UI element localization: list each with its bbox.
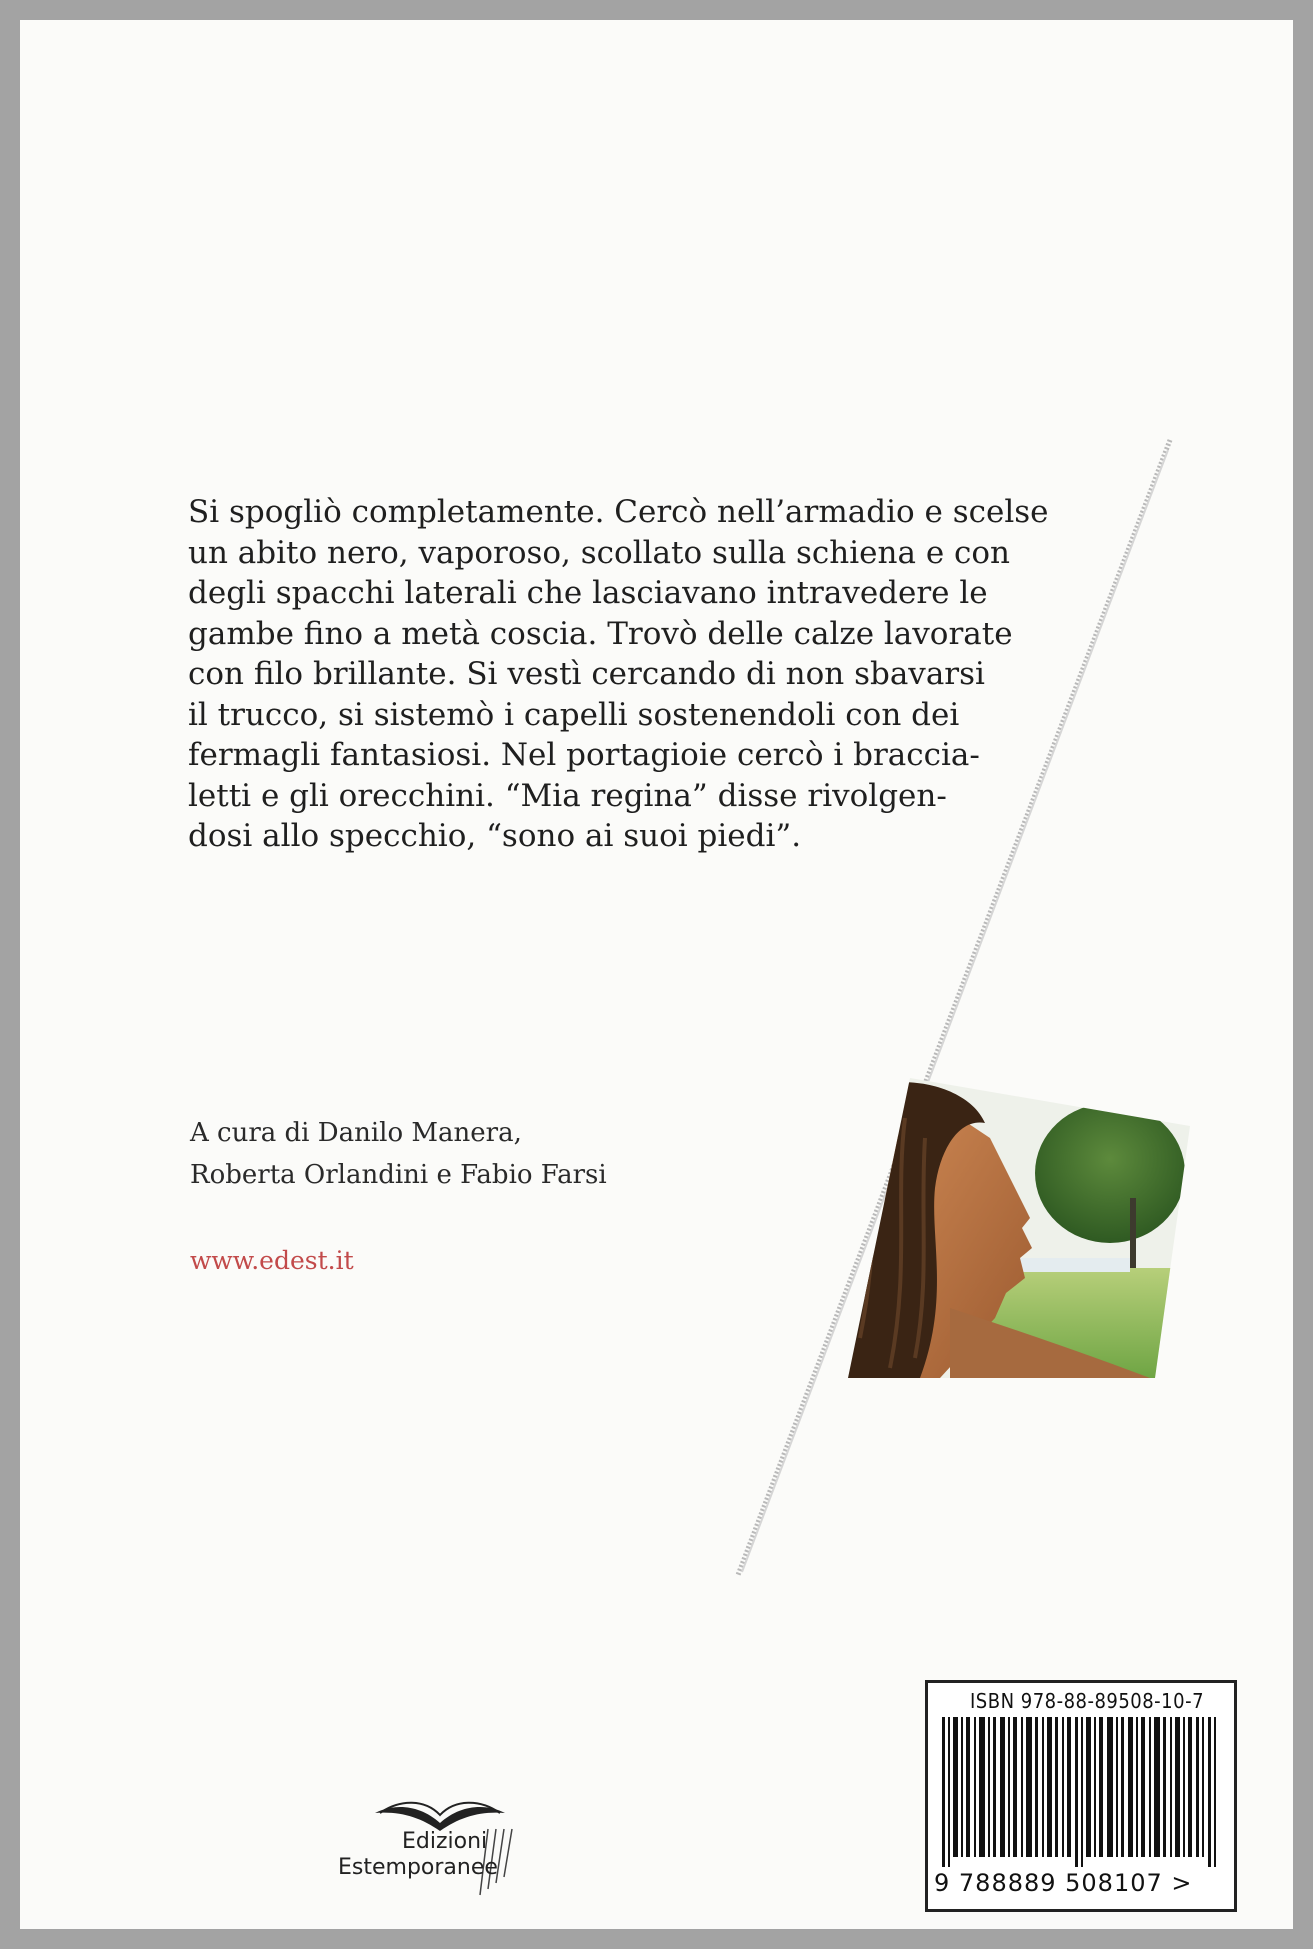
back-cover <box>20 20 1293 1929</box>
publisher-line2: Estemporanee <box>338 1855 498 1880</box>
barcode-bars <box>938 1717 1226 1867</box>
blurb-line: un abito nero, vaporoso, scollato sulla schiena e con <box>188 534 1011 571</box>
blurb-line: degli spacchi laterali che lasciavano intravedere le <box>188 575 988 611</box>
blurb-line: fermagli fantasiosi. Nel portagioie cercò i braccia- <box>188 737 980 773</box>
isbn-label: ISBN 978-88-89508-10-7 <box>970 1689 1205 1713</box>
blurb-line: dosi allo specchio, “sono ai suoi piedi”. <box>188 818 802 854</box>
blurb-line: Si spogliò completamente. Cercò nell’armadio e scelse <box>188 494 1049 530</box>
website-link[interactable]: www.edest.it <box>190 1246 354 1275</box>
blurb-line: il trucco, si sistemò i capelli sostenendoli con dei <box>188 696 960 733</box>
credit-line: Roberta Orlandini e Fabio Farsi <box>190 1160 607 1190</box>
credit-line: A cura di Danilo Manera, <box>190 1118 522 1148</box>
editors-credit <box>190 1112 607 1196</box>
blurb-text <box>188 492 1178 857</box>
blurb-line: letti e gli orecchini. “Mia regina” disse rivolgen- <box>188 777 947 814</box>
publisher-line1: Edizioni <box>402 1829 488 1854</box>
diagonal-slash-decoration <box>20 20 1293 1929</box>
publisher-logo <box>320 1785 560 1905</box>
barcode-digits: 9 788889 508107 > <box>934 1869 1193 1897</box>
blurb-line: gambe fino a metà coscia. Trovò delle calze lavorate <box>188 615 1013 652</box>
blurb-line: con filo brillante. Si vestì cercando di non sbavarsi <box>188 656 985 692</box>
isbn-barcode <box>925 1680 1237 1912</box>
cover-photo-woman-profile <box>810 1078 1190 1378</box>
